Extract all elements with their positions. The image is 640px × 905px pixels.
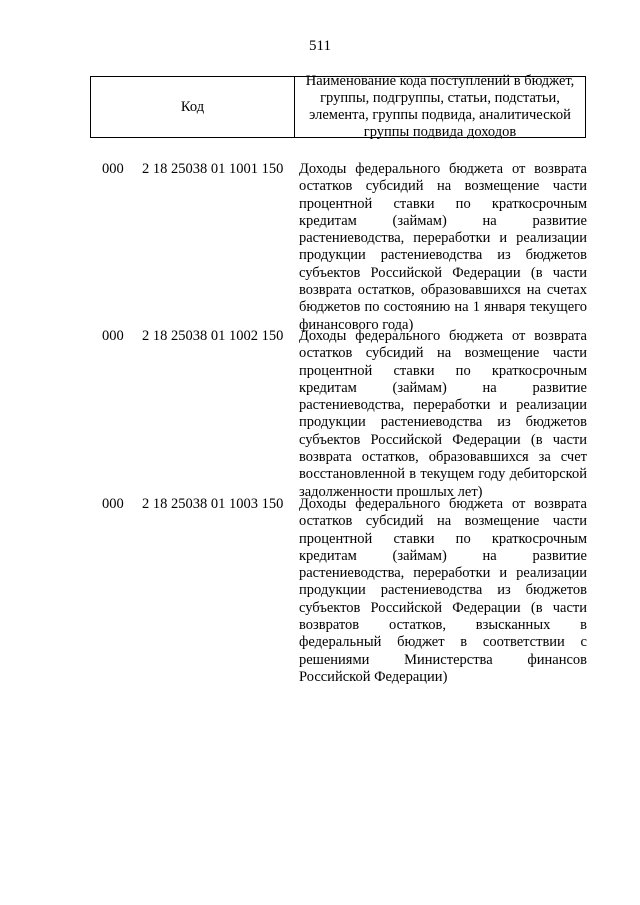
income-description: Доходы федерального бюджета от возврата остатков субсидий на возмещение части процентной ставки по краткосрочным кредитам (займам) на развитие растениеводства, переработки и реализации продукции растениеводства из бюджетов субъектов Российской Федерации (в части возвратов остатков, взысканных в федеральный бюджет в соответствии с решениями Министерства финансов Российской Федерации) [299, 496, 587, 685]
admin-code: 000 [102, 328, 124, 344]
header-name-cell: Наименование кода поступлений в бюджет, группы, подгруппы, статьи, подстатьи, элемента, группы подвида, аналитической группы подвида доходов [305, 73, 575, 140]
header-code-cell: Код [91, 77, 295, 137]
income-description: Доходы федерального бюджета от возврата остатков субсидий на возмещение части процентной ставки по краткосрочным кредитам (займам) на развитие растениеводства, переработки и реализации продукции растениеводства из бюджетов субъектов Российской Федерации (в части возврата остатков, образовавшихся на счетах бюджетов по состоянию на 1 января текущего финансового года) [299, 161, 587, 333]
income-description: Доходы федерального бюджета от возврата остатков субсидий на возмещение части процентной ставки по краткосрочным кредитам (займам) на развитие растениеводства, переработки и реализации продукции растениеводства из бюджетов субъектов Российской Федерации (в части возврата остатков, образовавшихся за счет восстановленной в текущем году дебиторской задолженности прошлых лет) [299, 328, 587, 500]
budget-classification-code: 2 18 25038 01 1002 150 [142, 328, 284, 344]
budget-classification-code: 2 18 25038 01 1003 150 [142, 496, 284, 512]
table-header [90, 73, 586, 140]
budget-classification-code: 2 18 25038 01 1001 150 [142, 161, 284, 177]
admin-code: 000 [102, 161, 124, 177]
page-number: 511 [309, 38, 331, 54]
admin-code: 000 [102, 496, 124, 512]
